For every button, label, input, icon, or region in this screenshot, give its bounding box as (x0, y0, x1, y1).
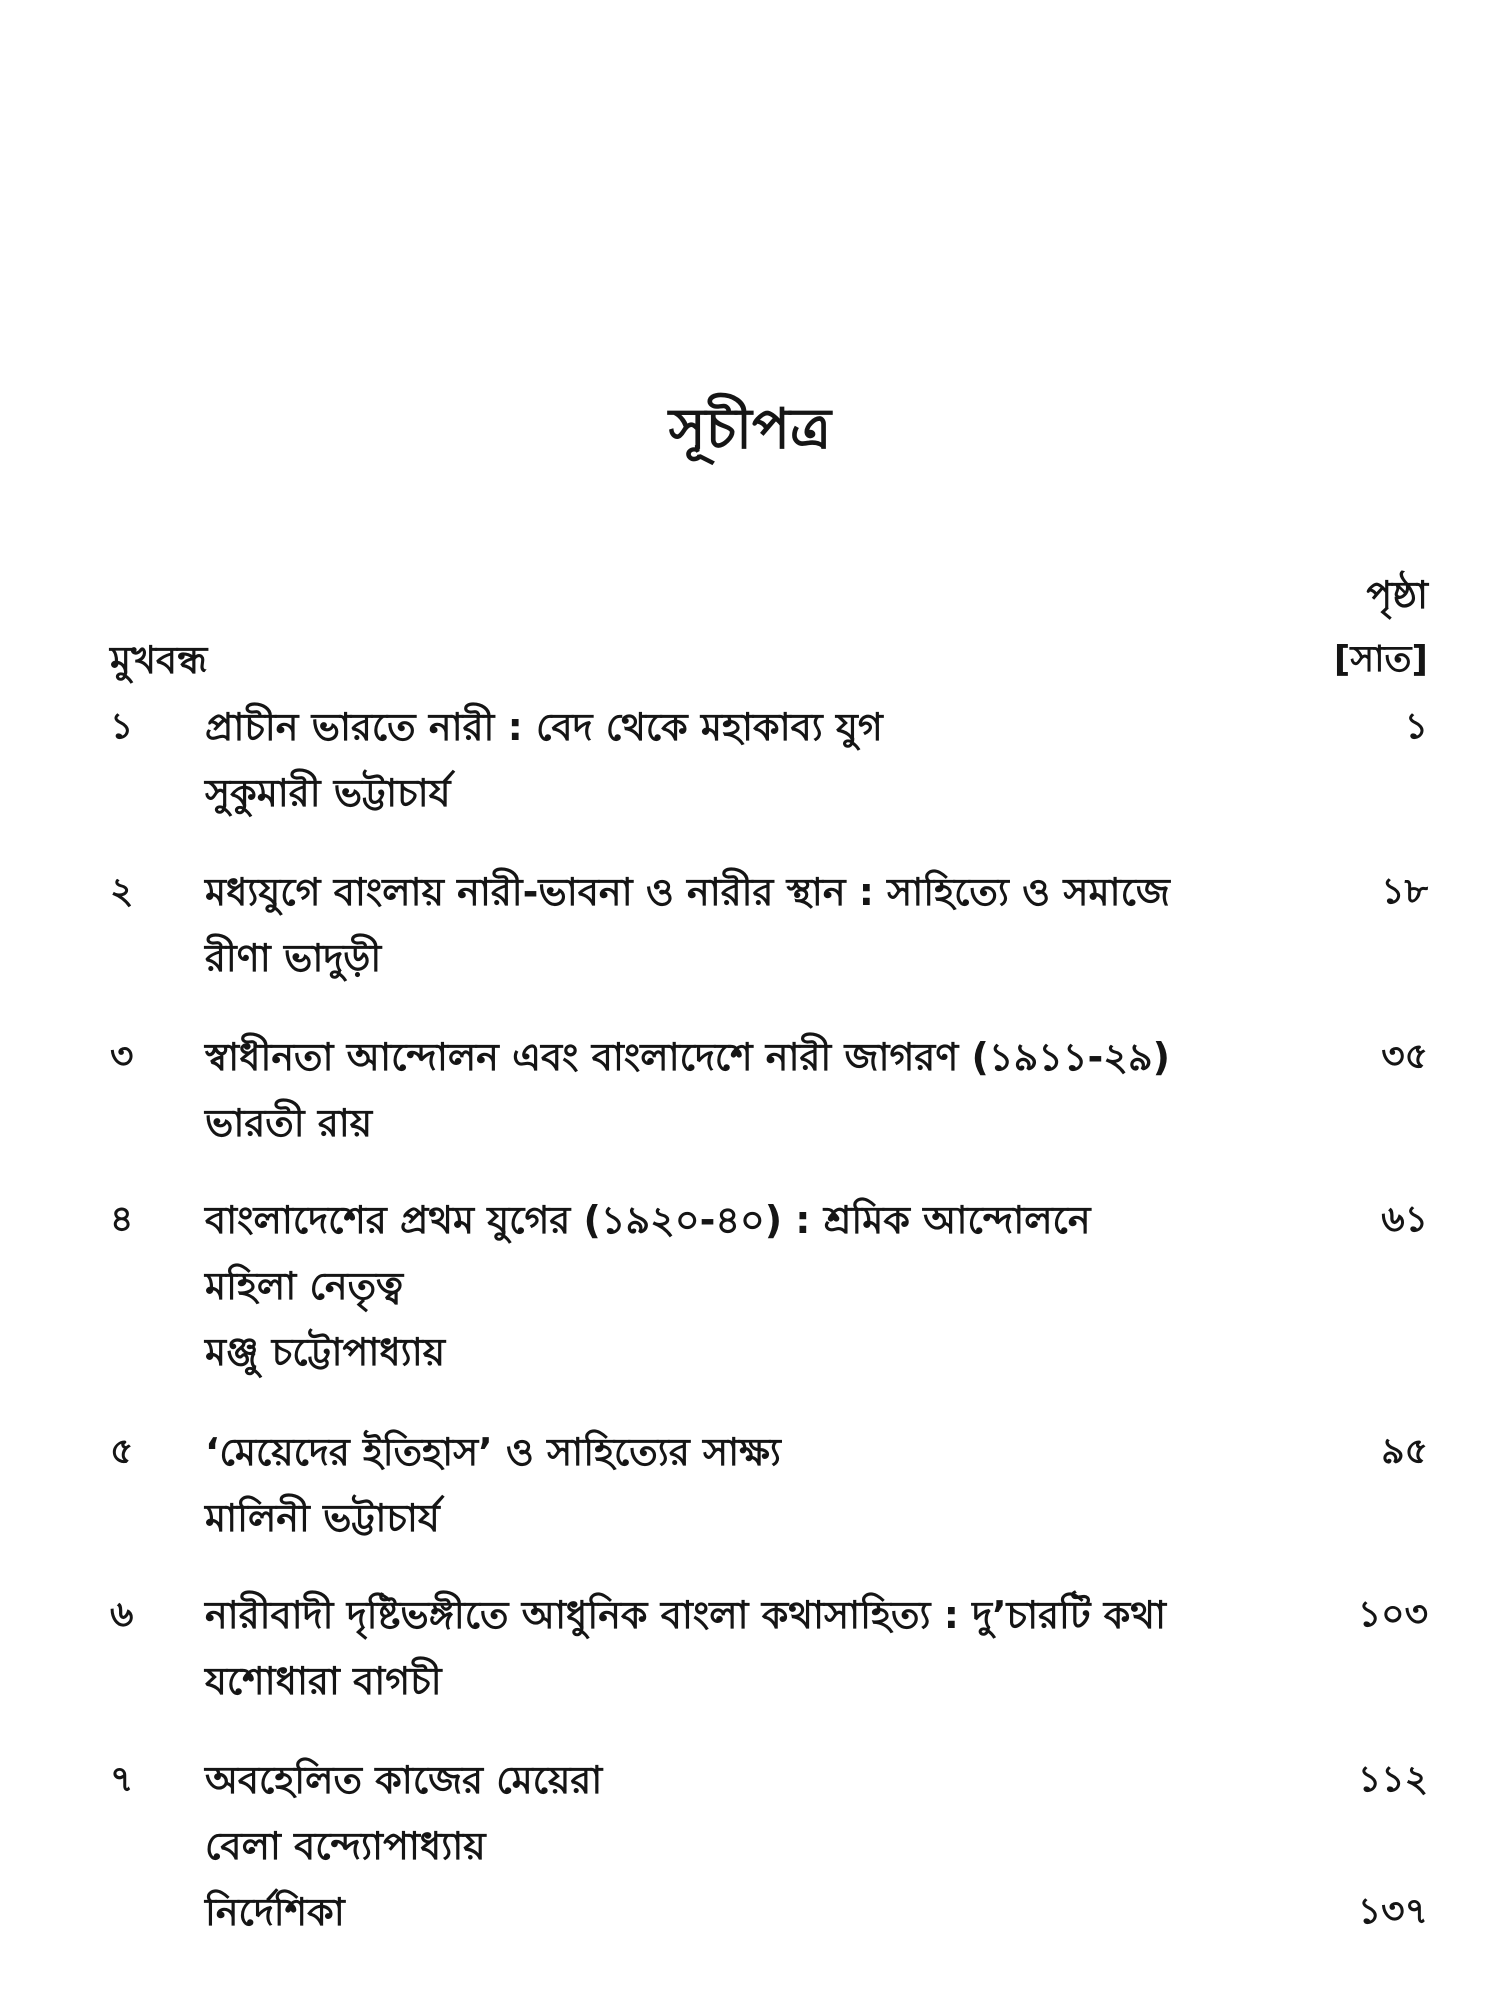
entry-title: অবহেলিত কাজের মেয়েরা (205, 1758, 603, 1802)
entry-title: ‘মেয়েদের ইতিহাস’ ও সাহিত্যের সাক্ষ্য (205, 1430, 781, 1474)
page-title: সূচীপত্র (668, 397, 832, 462)
entry-page: ১ (1404, 706, 1428, 747)
entry-page: ৬১ (1381, 1199, 1428, 1240)
entry-number: ৪ (110, 1199, 134, 1240)
page-column-heading: পৃষ্ঠা (1366, 573, 1428, 617)
front-matter-page: [সাত] (1333, 639, 1428, 680)
entry-author: সুকুমারী ভট্টাচার্য (205, 771, 451, 815)
entry-title: মধ্যযুগে বাংলায় নারী-ভাবনা ও নারীর স্থান : সাহিত্যে ও সমাজে (205, 870, 1170, 914)
front-matter-label: মুখবন্ধ (110, 638, 208, 682)
entry-number: ১ (110, 706, 134, 747)
entry-number: ২ (110, 871, 134, 912)
entry-author: রীণা ভাদুড়ী (205, 936, 382, 980)
index-label: নির্দেশিকা (205, 1890, 345, 1934)
entry-number: ৩ (110, 1036, 134, 1077)
index-page: ১৩৭ (1357, 1891, 1428, 1932)
entry-number: ৫ (110, 1431, 134, 1472)
entry-title: স্বাধীনতা আন্দোলন এবং বাংলাদেশে নারী জাগরণ (১৯১১-২৯) (205, 1035, 1171, 1079)
entry-page: ১৮ (1381, 871, 1428, 912)
entry-title: নারীবাদী দৃষ্টিভঙ্গীতে আধুনিক বাংলা কথাসাহিত্য : দু’চারটি কথা (205, 1593, 1167, 1637)
entry-author: ভারতী রায় (205, 1101, 373, 1145)
entry-title: বাংলাদেশের প্রথম যুগের (১৯২০-৪০) : শ্রমিক আন্দোলনে (205, 1198, 1091, 1242)
entry-title-continued: মহিলা নেতৃত্ব (205, 1264, 404, 1308)
entry-author: মঞ্জু চট্টোপাধ্যায় (205, 1330, 446, 1374)
entry-number: ৬ (110, 1594, 134, 1635)
entry-page: ১১২ (1357, 1759, 1428, 1800)
entry-number: ৭ (110, 1759, 134, 1800)
entry-page: ৯৫ (1381, 1431, 1428, 1472)
entry-author: যশোধারা বাগচী (205, 1659, 442, 1703)
entry-author: বেলা বন্দ্যোপাধ্যায় (205, 1824, 486, 1868)
entry-title: প্রাচীন ভারতে নারী : বেদ থেকে মহাকাব্য যুগ (205, 705, 883, 749)
entry-author: মালিনী ভট্টাচার্য (205, 1496, 440, 1540)
entry-page: ১০৩ (1357, 1594, 1428, 1635)
entry-page: ৩৫ (1381, 1036, 1428, 1077)
